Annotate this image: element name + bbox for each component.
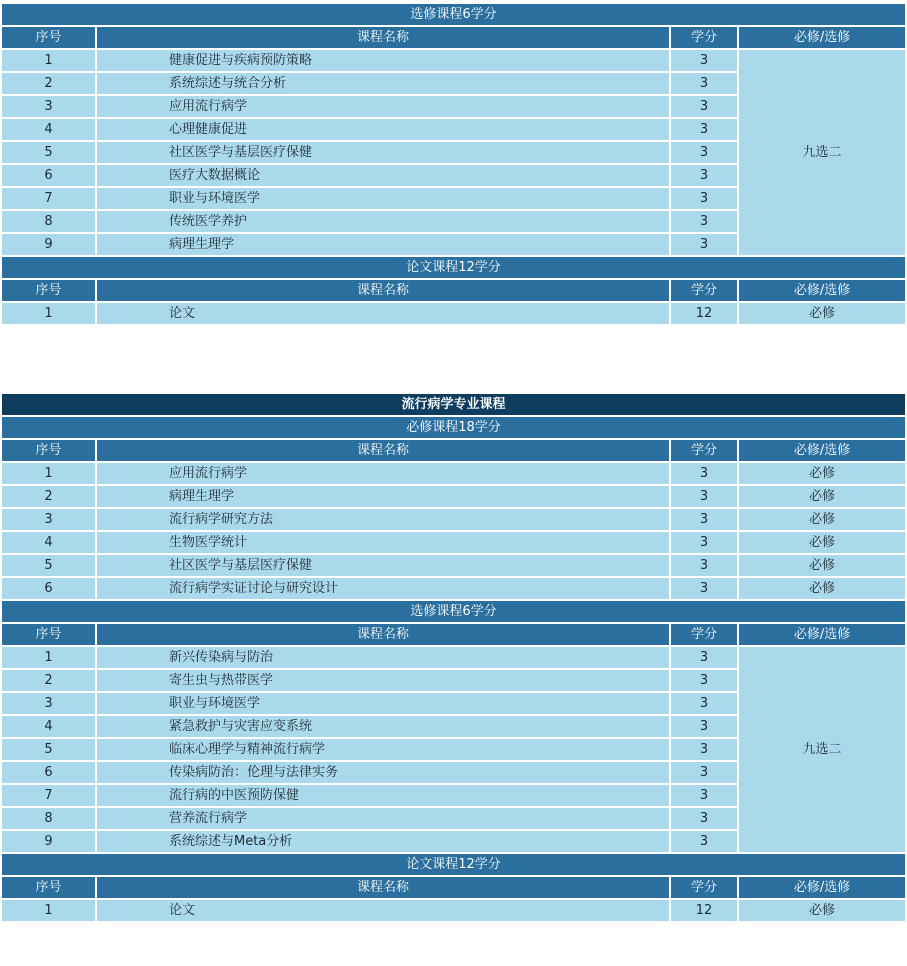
course-index: 9 bbox=[1, 233, 96, 256]
course-index: 3 bbox=[1, 95, 96, 118]
section-title: 选修课程6学分 bbox=[1, 600, 906, 623]
course-credit: 3 bbox=[670, 830, 738, 853]
course-name: 传统医学养护 bbox=[96, 210, 670, 233]
col-index-header: 序号 bbox=[1, 876, 96, 899]
major-header bbox=[1, 393, 906, 416]
course-name: 传染病防治：伦理与法律实务 bbox=[96, 761, 670, 784]
course-index: 6 bbox=[1, 761, 96, 784]
course-name: 应用流行病学 bbox=[96, 462, 670, 485]
course-name: 社区医学与基层医疗保健 bbox=[96, 141, 670, 164]
course-credit: 3 bbox=[670, 164, 738, 187]
course-credit: 3 bbox=[670, 531, 738, 554]
course-credit: 3 bbox=[670, 761, 738, 784]
course-row bbox=[1, 531, 906, 554]
section-header bbox=[1, 600, 906, 623]
course-credit: 3 bbox=[670, 738, 738, 761]
course-index: 4 bbox=[1, 118, 96, 141]
course-credit: 3 bbox=[670, 210, 738, 233]
course-credit: 3 bbox=[670, 807, 738, 830]
course-row bbox=[1, 646, 906, 669]
course-index: 3 bbox=[1, 692, 96, 715]
course-name: 病理生理学 bbox=[96, 233, 670, 256]
course-row bbox=[1, 577, 906, 600]
course-credit: 3 bbox=[670, 577, 738, 600]
col-credit-header: 学分 bbox=[670, 26, 738, 49]
course-index: 4 bbox=[1, 715, 96, 738]
course-credit: 3 bbox=[670, 508, 738, 531]
col-index-header: 序号 bbox=[1, 279, 96, 302]
col-name-header: 课程名称 bbox=[96, 26, 670, 49]
course-index: 7 bbox=[1, 187, 96, 210]
course-name: 生物医学统计 bbox=[96, 531, 670, 554]
course-name: 流行病学实证讨论与研究设计 bbox=[96, 577, 670, 600]
section-header bbox=[1, 416, 906, 439]
course-name: 临床心理学与精神流行病学 bbox=[96, 738, 670, 761]
course-credit: 3 bbox=[670, 72, 738, 95]
course-index: 1 bbox=[1, 302, 96, 325]
course-name: 寄生虫与热带医学 bbox=[96, 669, 670, 692]
course-name: 新兴传染病与防治 bbox=[96, 646, 670, 669]
section-title: 必修课程18学分 bbox=[1, 416, 906, 439]
course-row bbox=[1, 554, 906, 577]
course-type: 必修 bbox=[738, 577, 906, 600]
col-name-header: 课程名称 bbox=[96, 876, 670, 899]
course-index: 7 bbox=[1, 784, 96, 807]
col-name-header: 课程名称 bbox=[96, 439, 670, 462]
course-index: 5 bbox=[1, 554, 96, 577]
course-credit: 3 bbox=[670, 118, 738, 141]
course-index: 1 bbox=[1, 462, 96, 485]
col-credit-header: 学分 bbox=[670, 876, 738, 899]
course-index: 3 bbox=[1, 508, 96, 531]
course-credit: 3 bbox=[670, 669, 738, 692]
course-row bbox=[1, 462, 906, 485]
course-row bbox=[1, 302, 906, 325]
section-title: 选修课程6学分 bbox=[1, 3, 906, 26]
column-header-row bbox=[1, 439, 906, 462]
section-header bbox=[1, 3, 906, 26]
col-type-header: 必修/选修 bbox=[738, 876, 906, 899]
course-credit: 3 bbox=[670, 462, 738, 485]
course-credit: 3 bbox=[670, 646, 738, 669]
course-index: 2 bbox=[1, 669, 96, 692]
course-name: 职业与环境医学 bbox=[96, 692, 670, 715]
course-type: 必修 bbox=[738, 508, 906, 531]
col-name-header: 课程名称 bbox=[96, 623, 670, 646]
section-header bbox=[1, 256, 906, 279]
col-credit-header: 学分 bbox=[670, 623, 738, 646]
col-index-header: 序号 bbox=[1, 623, 96, 646]
course-row bbox=[1, 485, 906, 508]
course-name: 社区医学与基层医疗保健 bbox=[96, 554, 670, 577]
course-credit: 3 bbox=[670, 554, 738, 577]
course-index: 6 bbox=[1, 164, 96, 187]
course-credit: 3 bbox=[670, 49, 738, 72]
course-index: 1 bbox=[1, 49, 96, 72]
course-row bbox=[1, 49, 906, 72]
curriculum-table-epidemiology bbox=[0, 392, 907, 923]
course-credit: 3 bbox=[670, 715, 738, 738]
column-header-row bbox=[1, 26, 906, 49]
course-type: 必修 bbox=[738, 531, 906, 554]
major-title: 流行病学专业课程 bbox=[1, 393, 906, 416]
course-name: 医疗大数据概论 bbox=[96, 164, 670, 187]
elective-rule: 九选二 bbox=[738, 49, 906, 256]
course-name: 心理健康促进 bbox=[96, 118, 670, 141]
col-index-header: 序号 bbox=[1, 439, 96, 462]
section-header bbox=[1, 853, 906, 876]
col-type-header: 必修/选修 bbox=[738, 279, 906, 302]
column-header-row bbox=[1, 279, 906, 302]
course-credit: 3 bbox=[670, 485, 738, 508]
course-type: 必修 bbox=[738, 554, 906, 577]
col-credit-header: 学分 bbox=[670, 279, 738, 302]
course-name: 紧急救护与灾害应变系统 bbox=[96, 715, 670, 738]
course-credit: 3 bbox=[670, 141, 738, 164]
course-type: 必修 bbox=[738, 899, 906, 922]
col-index-header: 序号 bbox=[1, 26, 96, 49]
course-name: 论文 bbox=[96, 899, 670, 922]
section-title: 论文课程12学分 bbox=[1, 853, 906, 876]
course-name: 病理生理学 bbox=[96, 485, 670, 508]
course-index: 8 bbox=[1, 807, 96, 830]
course-index: 2 bbox=[1, 485, 96, 508]
course-index: 5 bbox=[1, 141, 96, 164]
course-credit: 3 bbox=[670, 95, 738, 118]
col-credit-header: 学分 bbox=[670, 439, 738, 462]
col-type-header: 必修/选修 bbox=[738, 439, 906, 462]
course-credit: 12 bbox=[670, 302, 738, 325]
course-name: 系统综述与统合分析 bbox=[96, 72, 670, 95]
course-credit: 3 bbox=[670, 692, 738, 715]
course-index: 9 bbox=[1, 830, 96, 853]
course-index: 1 bbox=[1, 646, 96, 669]
column-header-row bbox=[1, 876, 906, 899]
course-index: 8 bbox=[1, 210, 96, 233]
course-index: 1 bbox=[1, 899, 96, 922]
course-type: 必修 bbox=[738, 302, 906, 325]
course-index: 6 bbox=[1, 577, 96, 600]
course-credit: 12 bbox=[670, 899, 738, 922]
course-name: 论文 bbox=[96, 302, 670, 325]
section-title: 论文课程12学分 bbox=[1, 256, 906, 279]
col-type-header: 必修/选修 bbox=[738, 26, 906, 49]
col-type-header: 必修/选修 bbox=[738, 623, 906, 646]
course-name: 流行病的中医预防保健 bbox=[96, 784, 670, 807]
curriculum-table-top bbox=[0, 2, 907, 326]
course-name: 系统综述与Meta分析 bbox=[96, 830, 670, 853]
course-index: 2 bbox=[1, 72, 96, 95]
course-index: 4 bbox=[1, 531, 96, 554]
course-row bbox=[1, 508, 906, 531]
course-index: 5 bbox=[1, 738, 96, 761]
course-name: 营养流行病学 bbox=[96, 807, 670, 830]
course-type: 必修 bbox=[738, 462, 906, 485]
course-name: 应用流行病学 bbox=[96, 95, 670, 118]
course-credit: 3 bbox=[670, 233, 738, 256]
course-row bbox=[1, 899, 906, 922]
course-name: 流行病学研究方法 bbox=[96, 508, 670, 531]
course-name: 职业与环境医学 bbox=[96, 187, 670, 210]
course-name: 健康促进与疾病预防策略 bbox=[96, 49, 670, 72]
course-credit: 3 bbox=[670, 187, 738, 210]
course-type: 必修 bbox=[738, 485, 906, 508]
elective-rule: 九选二 bbox=[738, 646, 906, 853]
column-header-row bbox=[1, 623, 906, 646]
col-name-header: 课程名称 bbox=[96, 279, 670, 302]
course-credit: 3 bbox=[670, 784, 738, 807]
